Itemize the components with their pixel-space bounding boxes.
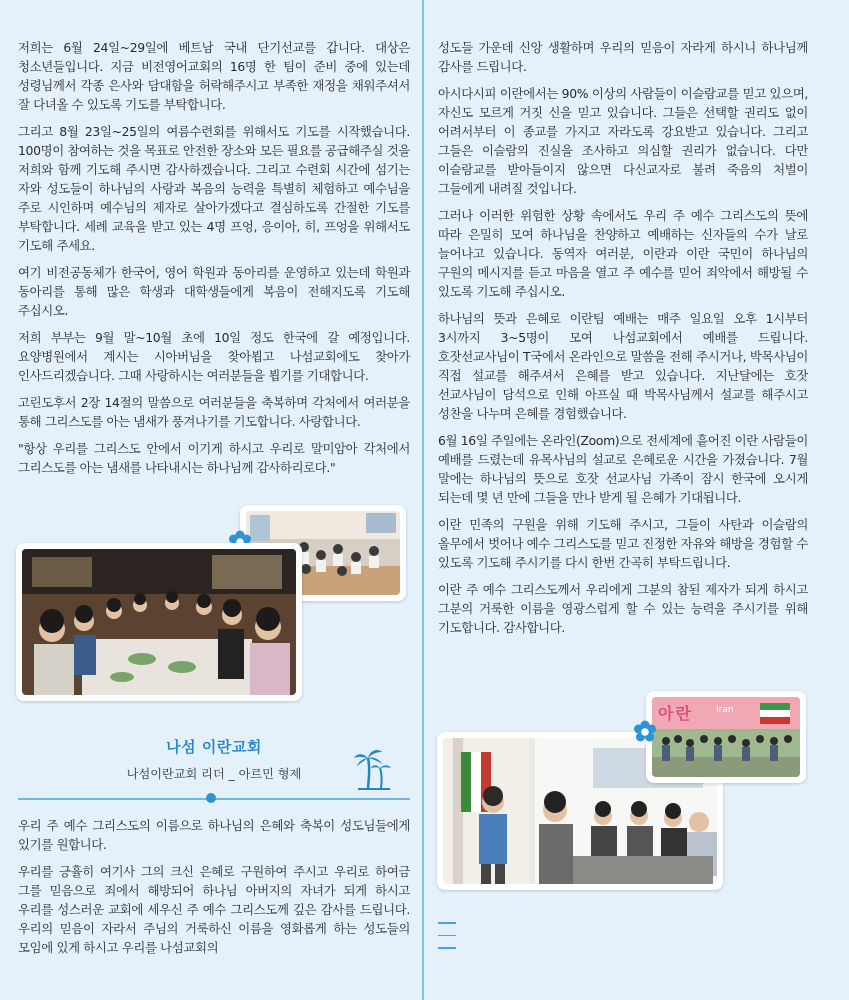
section-rule-dot: [206, 793, 216, 803]
photo-group-dinner: [16, 543, 302, 701]
paragraph: 그리고 8월 23일~25일의 여름수련회를 위해서도 기도를 시작했습니다. 100명이 참여하는 것을 목표로 안전한 장소와 모든 필요를 공급해주실 것을 저희와 함께 기도해 주시면 감사하겠습니다. 그리고 수련회 시간에 섬기는 자와 성도들이 하나님의 사랑과 복음의 능력을 특별히 체험하고 예수님을 주로 시인하며 예수님의 제자로 살아가겠다고 결심하도록 간절한 기도를 부탁합니다. 세례 교육을 받고 있는 4명 프엉, 응이아, 히, 프엉을 위해서도 기도해 주세요.: [18, 124, 410, 253]
paragraph: 하나님의 뜻과 은혜로 이란팀 예배는 매주 일요일 오후 1시부터 3시까지 3~5명이 모여 나섬교회에서 예배를 드립니다. 호잣선교사님이 T국에서 온라인으로 말씀을 전해 주시거나, 박목사님이 직접 설교를 해주셔서 은혜를 받고 있습니다. 지난달에는 호잣 선교사님이 담석으로 인해 아프실 때 박목사님께서 설교를 해주시고 성찬을 나누며 은혜를 경험했습니다.: [438, 311, 808, 421]
group-dinner-photo-image: [22, 549, 296, 695]
column-divider: [422, 0, 424, 1000]
left-bottom-text: [18, 816, 410, 965]
paragraph: 저희는 6월 24일~29일에 베트남 국내 단기선교를 갑니다. 대상은 청소년들입니다. 지금 비전영어교회의 16명 한 팀이 준비 중에 있는데 성령님께서 각종 은사와 담대함을 허락해주시고 부족한 재정을 채워주셔서 잘 다녀올 수 있도록 기도를 부탁합니다.: [18, 40, 410, 112]
paragraph: 6월 16일 주일에는 온라인(Zoom)으로 전세계에 흩어진 이란 사람들이 예배를 드렸는데 유목사님의 설교로 은혜로운 시간을 가졌습니다. 7월 말에는 하나님의 뜻으로 호잣 선교사님 가족이 잠시 한국에 오시게 되는데 몇 년 만에 그들을 만나 받게 될 은혜가 기대됩니다.: [438, 433, 808, 505]
paragraph: 우리 주 예수 그리스도의 이름으로 하나님의 은혜와 축복이 성도님들에게 있기를 원합니다.: [18, 818, 410, 852]
section-header: [18, 736, 410, 782]
paragraph: 이란 주 예수 그리스도께서 우리에게 그분의 참된 제자가 되게 하시고 그분의 거룩한 이름을 영광스럽게 할 수 있는 능력을 주시기를 위해 기도합니다. 감사합니다.: [438, 582, 808, 635]
left-column: [18, 0, 410, 485]
decorative-line: [438, 922, 456, 924]
right-column: [438, 0, 808, 645]
photo-iran-banner-outdoor: [646, 691, 806, 783]
decorative-line: [438, 935, 456, 937]
quote-paragraph: "항상 우리를 그리스도 안에서 이기게 하시고 우리로 말미암아 각처에서 그리스도를 아는 냄새를 나타내시는 하나님께 감사하리로다.": [18, 441, 410, 475]
decorative-lines: [438, 922, 456, 960]
paragraph: 그러나 이러한 위험한 상황 속에서도 우리 주 예수 그리스도의 뜻에 따라 은밀히 모여 하나님을 찬양하고 예배하는 신자들의 수가 날로 늘어나고 있습니다. 동역자 여러분, 이란과 이란 국민이 하나님의 구원의 메시지를 듣고 마음을 열고 주 예수를 믿어 죄악에서 해방될 수 있도록 기도해 주십시오.: [438, 208, 808, 299]
flower-icon: [633, 720, 657, 744]
paragraph: 우리를 긍휼히 여기사 그의 크신 은혜로 구원하여 주시고 우리로 하여금 그를 믿음으로 죄에서 해방되어 하나님 아버지의 자녀가 되게 하시고 우리를 성스러운 교회에 세우신 주 예수 그리스도께 깊은 감사를 드립니다. 우리의 믿음이 자라서 주님의 거룩하신 이름을 영화롭게 하는 성도들의 모임에 있게 하시고 우리를 나섬교회의: [18, 864, 410, 955]
section-title: 나섬 이란교회: [166, 738, 262, 756]
banner-english-text: Iran: [716, 705, 734, 715]
paragraph: 고린도후서 2장 14절의 말씀으로 여러분들을 축복하며 각처에서 여러분을 통해 그리스도를 아는 냄새가 풍겨나기를 기도합니다. 사랑합니다.: [18, 395, 410, 429]
decorative-line: [438, 947, 456, 949]
section-subtitle: 나섬이란교회 리더 _ 아르민 형제: [126, 767, 302, 781]
paragraph: 이란 민족의 구원을 위해 기도해 주시고, 그들이 사탄과 이슬람의 올무에서 벗어나 예수 그리스도를 믿고 진정한 자유와 해방을 경험할 수 있도록 기도해 주시기를 다시 한번 간곡히 부탁드립니다.: [438, 517, 808, 570]
paragraph: 저희 부부는 9월 말~10월 초에 10일 정도 한국에 갈 예정입니다. 요양병원에서 계시는 시아버님을 찾아뵙고 나섬교회에도 찾아가 인사드리겠습니다. 그때 사랑하시는 여러분들을 뵙기를 기대합니다.: [18, 330, 410, 383]
banner-korean-text: 아란: [658, 704, 693, 723]
palm-tree-icon: [354, 746, 392, 790]
paragraph: 성도들 가운데 신앙 생활하며 우리의 믿음이 자라게 하시니 하나님께 감사를 드립니다.: [438, 40, 808, 74]
paragraph: 여기 비전공동체가 한국어, 영어 학원과 동아리를 운영하고 있는데 학원과 동아리를 통해 많은 학생과 대학생들에게 복음이 전해지도록 기도해 주십시오.: [18, 265, 410, 318]
paragraph: 아시다시피 이란에서는 90% 이상의 사람들이 이슬람교를 믿고 있으며, 자신도 모르게 거짓 신을 믿고 있습니다. 그들은 선택할 권리도 없이 어려서부터 이 종교를 가지고 자라도록 강요받고 있습니다. 그리고 그들은 이슬람의 진실을 조사하고 의심할 권리가 없습니다. 다만 이슬람교를 받아들이지 않으면 다신교자로 불려 죽음의 처벌이 그들에게 내려질 것입니다.: [438, 86, 808, 196]
